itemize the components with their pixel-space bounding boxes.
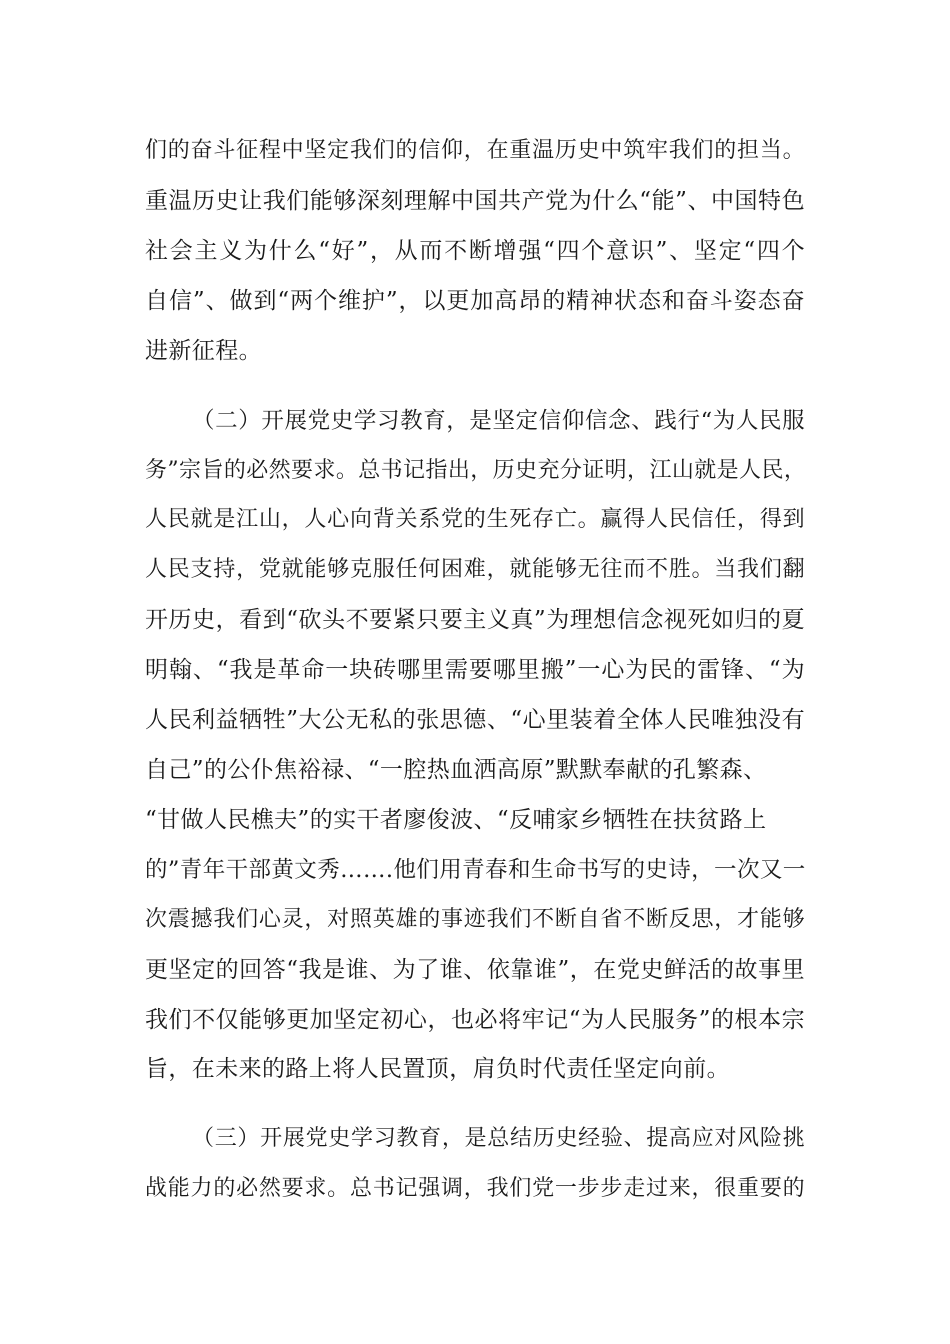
- text-line: （三）开展党史学习教育，是总结历史经验、提高应对风险挑: [192, 1126, 805, 1151]
- text-line: 人民就是江山，人心向背关系党的生死存亡。赢得人民信任，得到: [145, 507, 805, 532]
- text-line: 人民利益牺牲”大公无私的张思德、“心里装着全体人民唯独没有: [145, 707, 805, 733]
- text-line: 更坚定的回答“我是谁、为了谁、依靠谁”，在党史鲜活的故事里: [145, 957, 805, 983]
- text-line: 的”青年干部黄文秀…….他们用青春和生命书写的史诗，一次又一: [145, 857, 806, 883]
- text-line: （二）开展党史学习教育，是坚定信仰信念、践行“为人民服: [192, 408, 805, 434]
- text-line: 社会主义为什么“好”，从而不断增强“四个意识”、坚定“四个: [145, 238, 805, 264]
- text-line: 务”宗旨的必然要求。总书记指出，历史充分证明，江山就是人民，: [145, 458, 807, 483]
- text-line: 们的奋斗征程中坚定我们的信仰，在重温历史中筑牢我们的担当。: [145, 138, 805, 163]
- text-line: 人民支持，党就能够克服任何困难，就能够无往而不胜。当我们翻: [145, 557, 805, 582]
- text-line: 明翰、“我是革命一块砖哪里需要哪里搬”一心为民的雷锋、“为: [145, 657, 805, 683]
- text-line: 开历史，看到“砍头不要紧只要主义真”为理想信念视死如归的夏: [145, 607, 805, 633]
- text-line: 自信”、做到“两个维护”，以更加高昂的精神状态和奋斗姿态奋: [145, 288, 805, 314]
- text-line: 自己”的公仆焦裕禄、“一腔热血洒高原”默默奉献的孔繁森、: [145, 757, 767, 783]
- text-line: 次震撼我们心灵，对照英雄的事迹我们不断自省不断反思，才能够: [145, 907, 805, 932]
- text-line: 我们不仅能够更加坚定初心，也必将牢记“为人民服务”的根本宗: [145, 1007, 805, 1033]
- text-line: “甘做人民樵夫”的实干者廖俊波、“反哺家乡牺牲在扶贫路上: [145, 807, 767, 833]
- text-line: 进新征程。: [145, 338, 262, 364]
- text-line: 战能力的必然要求。总书记强调，我们党一步步走过来，很重要的: [145, 1176, 805, 1201]
- text-line: 旨，在未来的路上将人民置顶，肩负时代责任坚定向前。: [145, 1056, 730, 1082]
- text-line: 重温历史让我们能够深刻理解中国共产党为什么“能”、中国特色: [145, 188, 805, 214]
